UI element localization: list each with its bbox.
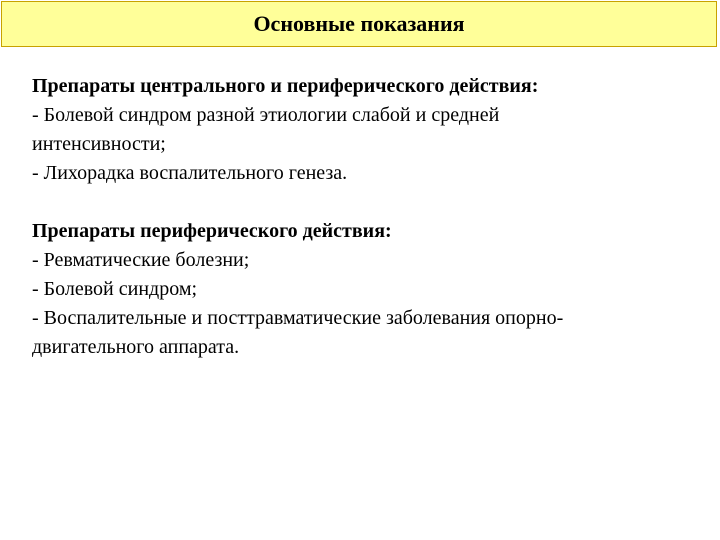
indication-line: - Ревматические болезни; bbox=[32, 249, 250, 271]
section-heading: Препараты периферического действия: bbox=[32, 220, 392, 242]
indication-line: - Болевой синдром; bbox=[32, 278, 198, 300]
slide-content bbox=[32, 72, 692, 362]
indication-line: двигательного аппарата. bbox=[32, 336, 240, 358]
section-heading: Препараты центрального и периферического действия: bbox=[32, 75, 539, 97]
indication-line: интенсивности; bbox=[32, 133, 166, 155]
indication-line: - Воспалительные и посттравматические заболевания опорно- bbox=[32, 307, 564, 329]
section-central-peripheral bbox=[32, 72, 692, 188]
section-peripheral bbox=[32, 217, 692, 362]
slide-title: Основные показания bbox=[253, 11, 465, 36]
indication-line: - Болевой синдром разной этиологии слабой и средней bbox=[32, 104, 500, 126]
indication-line: - Лихорадка воспалительного генеза. bbox=[32, 162, 348, 184]
title-bar bbox=[1, 1, 717, 47]
